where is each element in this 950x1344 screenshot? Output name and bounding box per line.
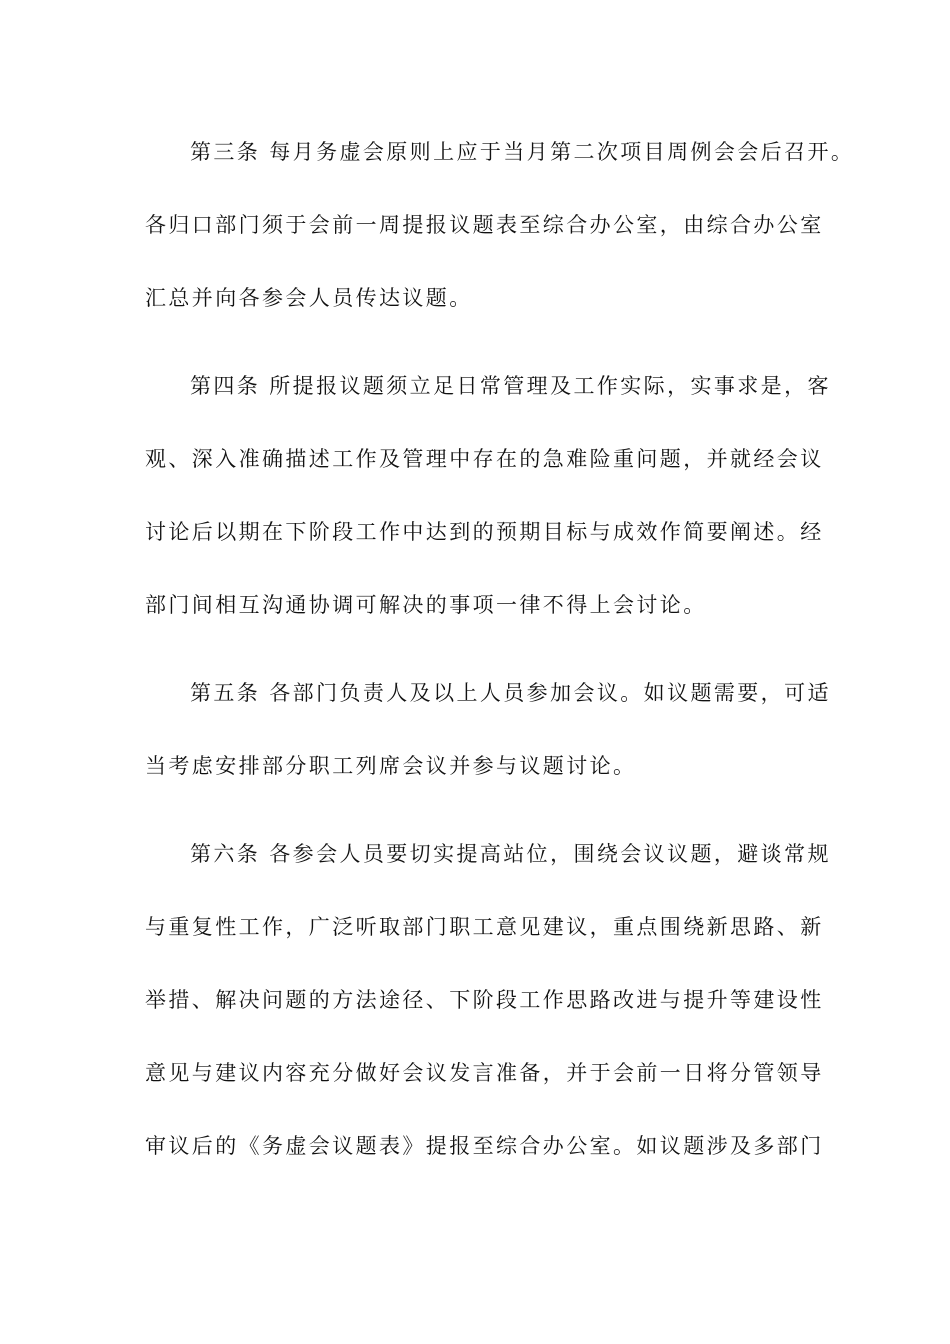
article-5-line-1: 第五条 各部门负责人及以上人员参加会议。如议题需要，可适 — [190, 681, 831, 705]
article-4-line-1: 第四条 所提报议题须立足日常管理及工作实际，实事求是，客 — [190, 374, 831, 398]
article-4-line-2: 观、深入准确描述工作及管理中存在的急难险重问题，并就经会议 — [145, 447, 824, 471]
article-3-line-2: 各归口部门须于会前一周提报议题表至综合办公室，由综合办公室 — [145, 213, 824, 237]
article-6-line-1: 第六条 各参会人员要切实提高站位，围绕会议议题，避谈常规 — [190, 842, 831, 866]
article-3-line-3: 汇总并向各参会人员传达议题。 — [145, 286, 473, 310]
article-4-line-3: 讨论后以期在下阶段工作中达到的预期目标与成效作简要阐述。经 — [145, 520, 824, 544]
article-3-line-1: 第三条 每月务虚会原则上应于当月第二次项目周例会会后召开。 — [190, 140, 855, 164]
article-4-line-4: 部门间相互沟通协调可解决的事项一律不得上会讨论。 — [145, 593, 707, 617]
article-5-line-2: 当考虑安排部分职工列席会议并参与议题讨论。 — [145, 754, 637, 778]
article-6-line-2: 与重复性工作，广泛听取部门职工意见建议，重点围绕新思路、新 — [145, 915, 824, 939]
article-6-line-4: 意见与建议内容充分做好会议发言准备，并于会前一日将分管领导 — [145, 1061, 824, 1085]
article-6-line-5: 审议后的《务虚会议题表》提报至综合办公室。如议题涉及多部门 — [145, 1134, 824, 1158]
article-6-line-3: 举措、解决问题的方法途径、下阶段工作思路改进与提升等建设性 — [145, 988, 824, 1012]
